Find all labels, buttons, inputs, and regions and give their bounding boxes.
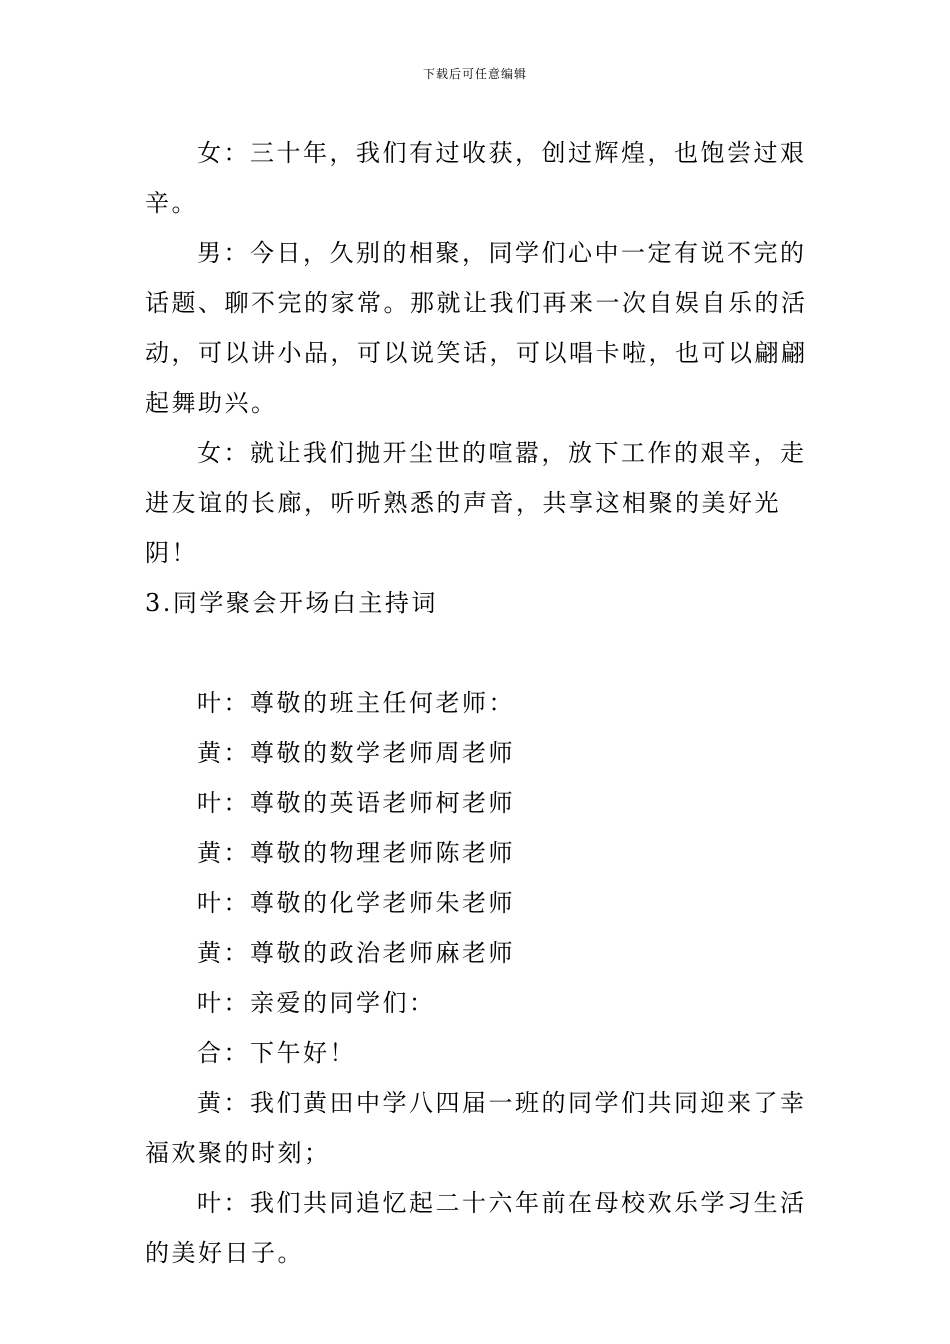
paragraph: 黄：尊敬的物理老师陈老师	[197, 839, 515, 867]
paragraph: 女：三十年，我们有过收获，创过辉煌，也饱尝过艰辛。	[145, 139, 807, 217]
paragraph: 女：就让我们抛开尘世的喧嚣，放下工作的艰辛，走进友谊的长廊，听听熟悉的声音，共享这相聚的美好光阴！	[145, 439, 807, 567]
paragraph: 叶：尊敬的化学老师朱老师	[197, 889, 515, 917]
paragraph: 男：今日，久别的相聚，同学们心中一定有说不完的话题、聊不完的家常。那就让我们再来一次自娱自乐的活动，可以讲小品，可以说笑话，可以唱卡啦，也可以翩翩起舞助兴。	[145, 239, 808, 417]
paragraph: 叶：尊敬的英语老师柯老师	[197, 789, 515, 817]
paragraph: 叶：我们共同追忆起二十六年前在母校欢乐学习生活的美好日子。	[145, 1189, 807, 1267]
page-header: 下载后可任意编辑	[422, 67, 527, 81]
paragraph: 黄：尊敬的数学老师周老师	[197, 739, 515, 767]
paragraph: 叶：尊敬的班主任何老师：	[197, 689, 515, 717]
section-heading: 3.同学聚会开场白主持词	[145, 589, 438, 617]
paragraph: 黄：我们黄田中学八四届一班的同学们共同迎来了幸福欢聚的时刻；	[145, 1089, 807, 1167]
blank-line	[145, 628, 810, 678]
paragraph: 合：下午好！	[197, 1039, 356, 1067]
paragraph: 黄：尊敬的政治老师麻老师	[197, 939, 515, 967]
paragraph: 叶：亲爱的同学们：	[197, 989, 436, 1017]
document-body	[145, 128, 810, 1278]
